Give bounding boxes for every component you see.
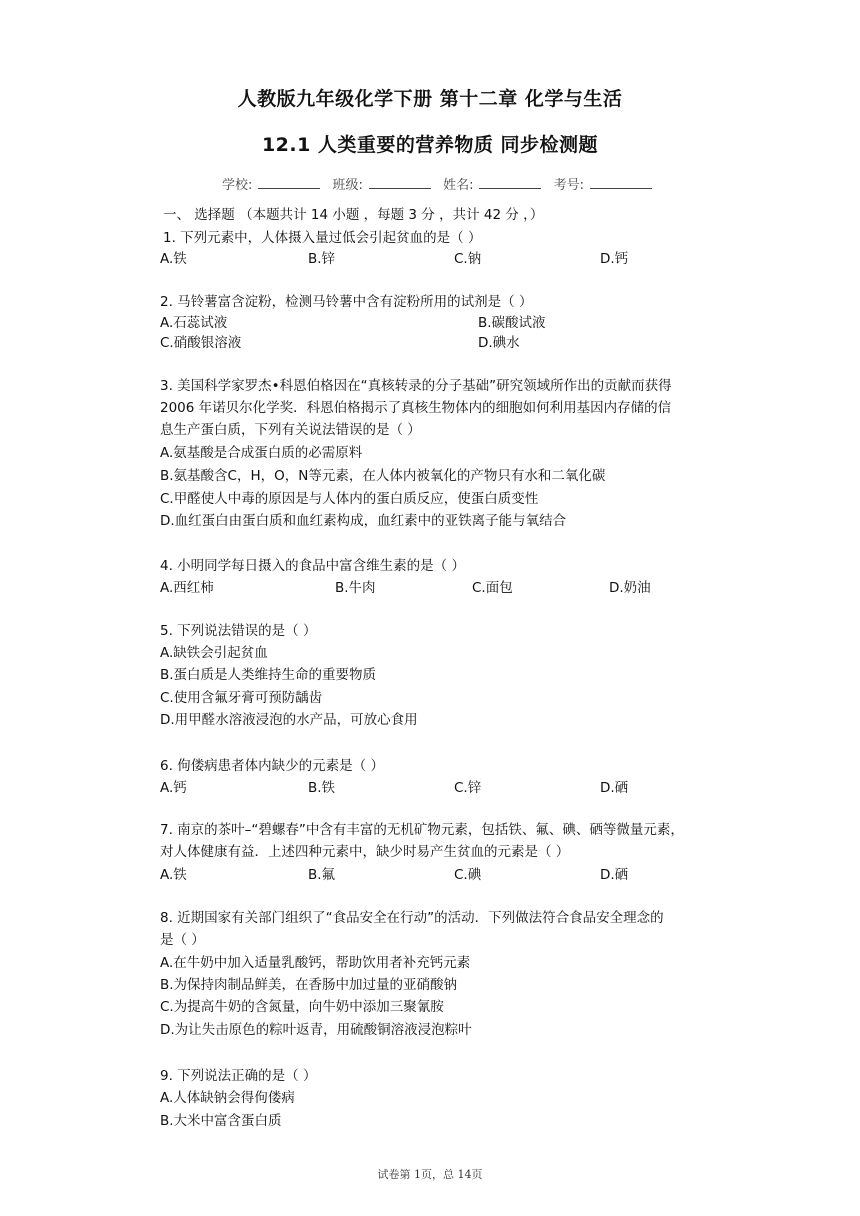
option: A.人体缺钠会得佝偻病: [160, 1090, 295, 1106]
question-stem: 6. 佝偻病患者体内缺少的元素是（ ）: [160, 758, 384, 774]
option: A.石蕊试液: [160, 315, 228, 331]
class-label: 班级:: [332, 178, 363, 193]
option: D.碘水: [478, 335, 520, 351]
option: B.氟: [308, 867, 336, 883]
option: A.铁: [160, 867, 187, 883]
option: C.硝酸银溶液: [160, 335, 242, 351]
document-subtitle: 12.1 人类重要的营养物质 同步检测题: [261, 134, 599, 156]
page-footer: 试卷第 1页，总 14页: [377, 1168, 483, 1181]
document-title: 人教版九年级化学下册 第十二章 化学与生活: [237, 88, 623, 110]
option: B.大米中富含蛋白质: [160, 1113, 282, 1129]
option: A.西红柿: [160, 580, 214, 596]
school-label: 学校:: [222, 178, 253, 193]
school-blank: [258, 176, 320, 189]
question-stem: 3. 美国科学家罗杰•科恩伯格因在“真核转录的分子基础”研究领域所作出的贡献而获得: [160, 378, 672, 394]
option: B.锌: [308, 251, 336, 267]
question-stem: 7. 南京的茶叶–“碧螺春”中含有丰富的无机矿物元素，包括铁、氟、碘、硒等微量元素，: [160, 822, 684, 838]
option: A.氨基酸是合成蛋白质的必需原料: [160, 445, 363, 461]
section-heading: 一、 选择题 （本题共计 14 小题 ，每题 3 分 ，共计 42 分 ，）: [163, 207, 544, 223]
option: A.铁: [160, 251, 187, 267]
option: D.血红蛋白由蛋白质和血红素构成，血红素中的亚铁离子能与氧结合: [160, 513, 567, 529]
exam-no-blank: [590, 176, 652, 189]
question-stem: 2. 马铃薯富含淀粉，检测马铃薯中含有淀粉所用的试剂是（ ）: [160, 294, 533, 310]
option: C.锌: [454, 780, 482, 796]
class-blank: [369, 176, 431, 189]
option: C.碘: [454, 867, 482, 883]
option: A.在牛奶中加入适量乳酸钙，帮助饮用者补充钙元素: [160, 955, 471, 971]
option: B.蛋白质是人类维持生命的重要物质: [160, 667, 377, 683]
question-stem: 息生产蛋白质，下列有关说法错误的是（ ）: [160, 422, 421, 438]
option: C.为提高牛奶的含氮量，向牛奶中添加三聚氰胺: [160, 999, 444, 1015]
name-label: 姓名:: [443, 178, 474, 193]
option: A.缺铁会引起贫血: [160, 645, 268, 661]
option: B.为保持肉制品鲜美，在香肠中加过量的亚硝酸钠: [160, 977, 458, 993]
option: B.牛肉: [335, 580, 376, 596]
option: C.使用含氟牙膏可预防龋齿: [160, 690, 323, 706]
question-stem: 1. 下列元素中，人体摄入量过低会引起贫血的是（ ）: [163, 230, 482, 246]
question-stem: 5. 下列说法错误的是（ ）: [160, 623, 317, 639]
option: C.面包: [472, 580, 513, 596]
student-info-row: [222, 174, 660, 193]
option: D.硒: [600, 867, 629, 883]
option: B.碳酸试液: [478, 315, 546, 331]
option: B.铁: [308, 780, 336, 796]
question-stem: 4. 小明同学每日摄入的食品中富含维生素的是（ ）: [160, 558, 465, 574]
question-stem: 2006 年诺贝尔化学奖．科恩伯格揭示了真核生物体内的细胞如何利用基因内存储的信: [160, 400, 672, 416]
question-stem: 8. 近期国家有关部门组织了“食品安全在行动”的活动．下列做法符合食品安全理念的: [160, 910, 664, 926]
option: A.钙: [160, 780, 187, 796]
exam-no-label: 考号:: [553, 178, 584, 193]
question-stem: 对人体健康有益．上述四种元素中，缺少时易产生贫血的元素是（ ）: [160, 844, 570, 860]
option: C.甲醛使人中毒的原因是与人体内的蛋白质反应，使蛋白质变性: [160, 491, 539, 507]
option: D.用甲醛水溶液浸泡的水产品，可放心食用: [160, 712, 418, 728]
option: D.奶油: [609, 580, 651, 596]
option: C.钠: [454, 251, 482, 267]
option: D.硒: [600, 780, 629, 796]
name-blank: [479, 176, 541, 189]
option: B.氨基酸含C，H，O，N等元素，在人体内被氧化的产物只有水和二氧化碳: [160, 468, 606, 484]
question-stem: 是（ ）: [160, 932, 205, 948]
option: D.为让失击原色的粽叶返青，用硫酸铜溶液浸泡粽叶: [160, 1022, 472, 1038]
option: D.钙: [600, 251, 629, 267]
question-stem: 9. 下列说法正确的是（ ）: [160, 1068, 317, 1084]
